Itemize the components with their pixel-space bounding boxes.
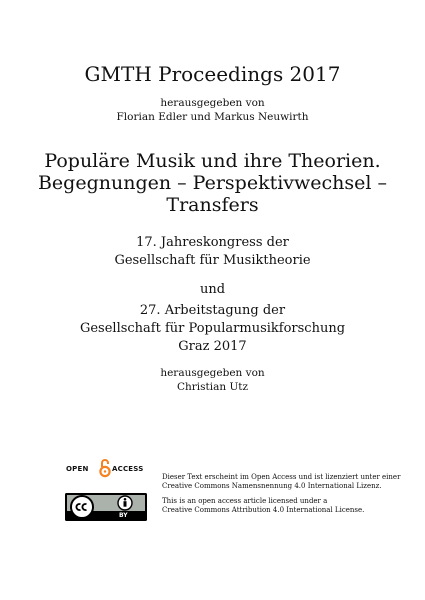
congress-line: 17. Jahreskongress der [136,235,289,250]
cc-license-text: BY [119,512,128,519]
series-title: GMTH Proceedings 2017 [84,62,341,86]
meeting-line: 27. Arbeitstagung der [139,303,286,318]
open-access-right-text: ACCESS [112,465,144,473]
volume-editor-name: Christian Utz [176,381,249,393]
cc-by-badge-graphic [65,493,147,521]
congress-line: Gesellschaft für Musiktheorie [114,253,311,268]
meeting-line: Graz 2017 [178,339,247,354]
meeting-line: Gesellschaft für Popularmusikforschung [79,321,346,336]
conjunction: und [199,282,226,297]
cc-icon [71,496,93,518]
license-german [162,473,400,491]
editors-names: Florian Edler und Markus Neuwirth [116,111,309,123]
volume-editor [0,366,425,394]
editors [0,96,425,124]
book-title-line: Populäre Musik und ihre Theorien. [44,150,381,172]
open-access-left-text: OPEN [66,465,89,473]
license-english-line: This is an open access article licensed under a [162,497,328,505]
license-german-line: Dieser Text erscheint im Open Access und ist lizenziert unter einer [162,473,401,481]
congress-block [0,234,425,270]
open-access-lock-icon [99,458,111,478]
book-title [0,150,425,216]
attribution-icon [118,496,132,510]
editors-label: herausgegeben von [160,97,265,109]
open-access-logo [66,458,146,478]
license-english [162,497,364,515]
license-english-line: Creative Commons Attribution 4.0 International License. [162,506,365,514]
license-german-line: Creative Commons Namensnennung 4.0 International Lizenz. [162,482,382,490]
volume-editor-label: herausgegeben von [160,367,265,379]
book-title-line: Transfers [166,194,259,216]
book-title-line: Begegnungen – Perspektivwechsel – [37,172,388,194]
meeting-block [0,302,425,356]
cc-by-badge [65,493,147,521]
